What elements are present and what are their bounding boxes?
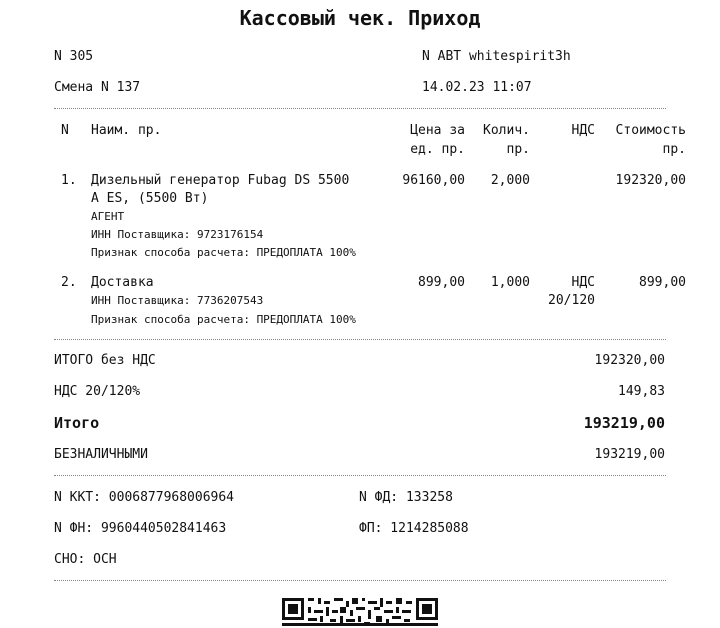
col-num: N	[61, 123, 69, 138]
col-qty-line1: Колич.	[483, 123, 530, 138]
shift-number: Смена N 137	[54, 80, 141, 95]
item-num: 1.	[61, 173, 77, 188]
divider	[54, 475, 666, 476]
item-price: 899,00	[418, 275, 465, 290]
item-inn: ИНН Поставщика: 7736207543	[91, 294, 264, 307]
col-price-line1: Цена за	[410, 123, 465, 138]
total-value: 193219,00	[583, 414, 665, 432]
kkt-number: N ККТ: 0006877968006964	[54, 490, 235, 505]
vat-label: НДС 20/120%	[54, 384, 141, 399]
fp-number: ФП: 1214285088	[359, 521, 469, 536]
item-payment-method: Признак способа расчета: ПРЕДОПЛАТА 100%	[91, 246, 356, 259]
total-no-vat-label: ИТОГО без НДС	[54, 353, 156, 368]
receipt-number: N 305	[54, 49, 94, 64]
cashless-label: БЕЗНАЛИЧНЫМИ	[54, 447, 148, 462]
divider	[54, 580, 666, 581]
item-payment-method: Признак способа расчета: ПРЕДОПЛАТА 100%	[91, 313, 356, 326]
fn-number: N ФН: 9960440502841463	[54, 521, 227, 536]
qr-code	[282, 598, 438, 628]
total-label: Итого	[54, 414, 100, 432]
item-cost: 899,00	[639, 275, 686, 290]
item-vat: НДС	[571, 275, 595, 290]
col-vat: НДС	[571, 123, 595, 138]
divider	[54, 108, 666, 109]
vat-value: 149,83	[618, 384, 665, 399]
item-name: Доставка	[91, 275, 154, 290]
cashless-value: 193219,00	[594, 447, 665, 462]
item-agent: АГЕНТ	[91, 210, 125, 223]
item-name: Дизельный генератор Fubag DS 5500	[91, 173, 350, 188]
item-qty: 1,000	[490, 275, 530, 290]
machine-number: N АВТ whitespirit3h	[422, 49, 571, 64]
divider	[54, 339, 666, 340]
receipt-title: Кассовый чек. Приход	[239, 6, 481, 30]
item-cost: 192320,00	[615, 173, 686, 188]
fd-number: N ФД: 133258	[359, 490, 453, 505]
col-name: Наим. пр.	[91, 123, 162, 138]
receipt-datetime: 14.02.23 11:07	[422, 80, 532, 95]
item-num: 2.	[61, 275, 77, 290]
col-cost-line1: Стоимость	[615, 123, 686, 138]
item-vat-rate: 20/120	[548, 293, 595, 308]
col-price-line2: ед. пр.	[410, 142, 465, 157]
col-qty-line2: пр.	[506, 142, 530, 157]
item-inn: ИНН Поставщика: 9723176154	[91, 228, 264, 241]
total-no-vat-value: 192320,00	[594, 353, 665, 368]
item-name-cont: A ES, (5500 Вт)	[91, 191, 209, 206]
item-qty: 2,000	[490, 173, 530, 188]
col-cost-line2: пр.	[662, 142, 686, 157]
item-price: 96160,00	[402, 173, 465, 188]
tax-system: СНО: ОСН	[54, 552, 117, 567]
